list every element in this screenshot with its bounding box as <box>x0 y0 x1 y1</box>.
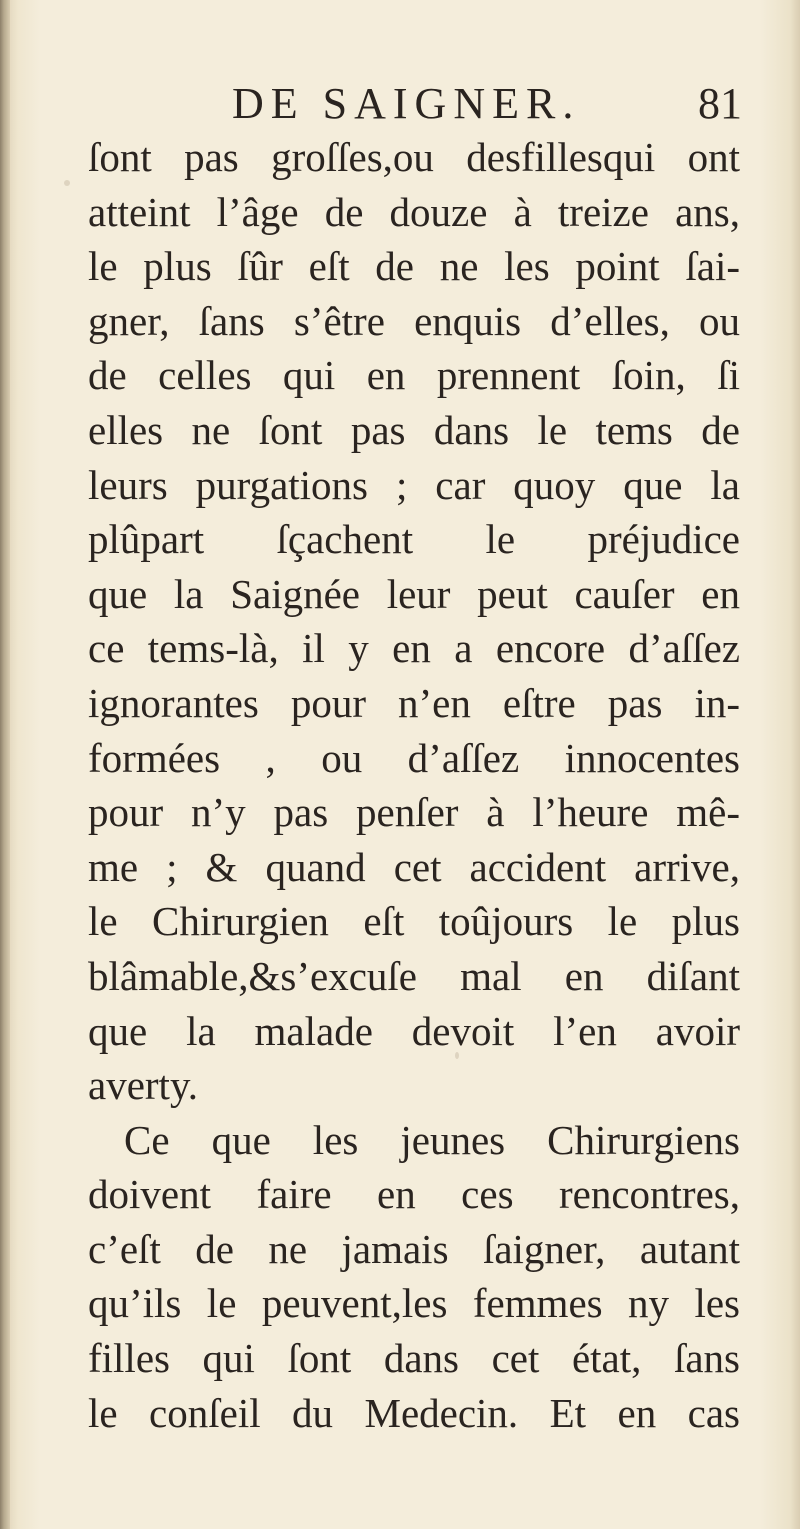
text-line: averty. <box>88 1062 199 1109</box>
text-line: c’eſt de ne jamais ſaigner, autant <box>88 1225 740 1272</box>
text-line: de celles qui en prennent ſoin, ſi <box>88 352 740 399</box>
text-line: leurs purgations ; car quoy que la <box>88 461 740 508</box>
text-line: me ; & quand cet accident arrive, <box>88 843 740 890</box>
page-gutter <box>0 0 10 1529</box>
paper-spot <box>64 180 70 186</box>
text-line: pour n’y pas penſer à l’heure mê- <box>88 789 740 836</box>
text-line: que la Saignée leur peut cauſer en <box>88 570 740 617</box>
paragraph <box>88 130 740 1113</box>
text-line: le conſeil du Medecin. Et en cas <box>88 1389 740 1436</box>
paragraph <box>88 1113 740 1441</box>
text-line: filles qui ſont dans cet état, ſans <box>88 1335 740 1382</box>
running-head: DE SAIGNER. <box>232 79 581 128</box>
text-line: ignorantes pour n’en eſtre pas in- <box>88 679 740 726</box>
text-line: blâmable,&s’excuſe mal en diſant <box>88 952 740 999</box>
text-line: gner, ſans s’être enquis d’elles, ou <box>88 297 740 344</box>
text-line: que la malade devoit l’en avoir <box>88 1007 740 1054</box>
text-line: plûpart ſçachent le préjudice <box>88 516 740 563</box>
text-line: elles ne ſont pas dans le tems de <box>88 406 740 453</box>
text-line: le plus ſûr eſt de ne les point ſai- <box>88 243 740 290</box>
text-line: atteint l’âge de douze à treize ans, <box>88 188 740 235</box>
page-text <box>88 130 740 1440</box>
text-line: doivent faire en ces rencontres, <box>88 1171 740 1218</box>
text-line: Ce que les jeunes Chirurgiens <box>124 1116 740 1163</box>
page-header <box>232 72 742 132</box>
text-line: ce tems-là, il y en a encore d’aſſez <box>88 625 740 672</box>
text-line: qu’ils le peuvent,les femmes ny les <box>88 1280 740 1327</box>
page-number: 81 <box>698 79 742 128</box>
text-line: ſont pas groſſes,ou desfillesqui ont <box>88 134 740 180</box>
text-line: formées , ou d’aſſez innocentes <box>88 734 740 781</box>
text-line: le Chirurgien eſt toûjours le plus <box>88 898 740 945</box>
